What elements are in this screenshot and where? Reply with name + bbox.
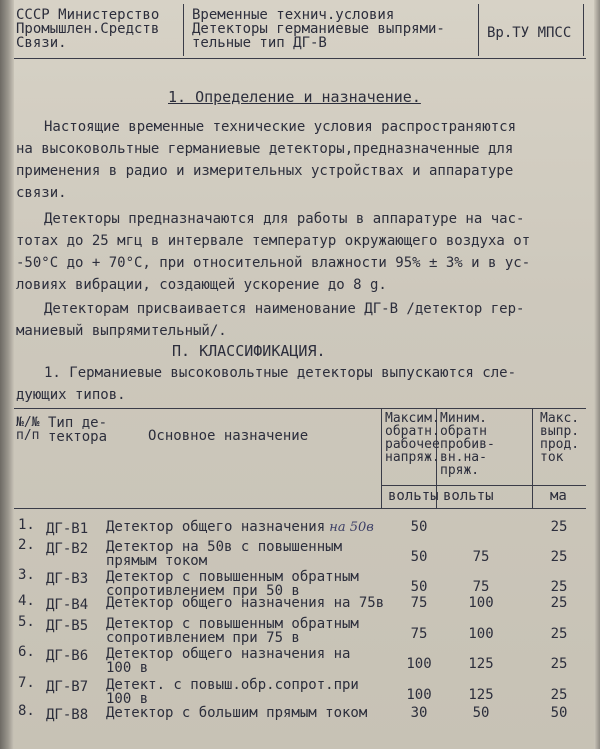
unit-volts: вольты (388, 488, 439, 504)
header-line: тектора (48, 429, 108, 445)
table-header-rule (14, 508, 586, 509)
purpose-line: прямым током (106, 553, 208, 569)
column-header-min-reverse (440, 412, 495, 477)
text-line: маниевый выпрямительный/. (16, 323, 227, 339)
max-reverse-voltage: 100 (406, 687, 432, 703)
max-forward-current: 25 (550, 519, 568, 535)
detector-purpose (106, 678, 359, 706)
text-line: Детекторы предназначаются для работы в аппаратуре на час- (44, 211, 525, 227)
header-line: прод. (540, 437, 580, 452)
text-line: Настоящие временные технические условия распространяются (44, 119, 517, 135)
purpose-line: сопротивлением при 75 в (106, 630, 300, 646)
purpose-line: Детектор с повышенным обратным (106, 569, 359, 585)
max-forward-current: 25 (550, 549, 568, 565)
max-forward-current: 50 (550, 705, 568, 721)
text-line: тотах до 25 мгц в интервале температур окружающего воздуха от (16, 233, 531, 249)
column-header-max-reverse (385, 412, 440, 464)
detector-type: ДГ-В7 (46, 679, 89, 695)
purpose-line: Детектор общего назначения на 75в (106, 595, 385, 611)
purpose-line: Детектор с большим прямым током (106, 705, 368, 721)
detector-purpose (106, 520, 374, 535)
header-line: №/№ (16, 415, 40, 430)
text-line: дующих типов. (16, 387, 126, 403)
handwritten-note: на 50в (325, 520, 374, 535)
detector-type: ДГ-В8 (46, 707, 89, 723)
text-line: применения в радио и измерительных устройствах и аппаратуре (16, 163, 514, 179)
max-forward-current: 25 (550, 595, 568, 611)
purpose-line: Детектор общего назначения на (106, 646, 351, 662)
page-edge (594, 0, 600, 749)
org-line: Промышлен.Средств (16, 21, 160, 37)
text-line: Детекторам присваивается наименование ДГ-В /детектор гер- (44, 301, 525, 317)
column-header-number (16, 416, 39, 442)
paragraph-2 (16, 208, 530, 296)
detector-purpose (106, 647, 350, 675)
header-line: Макс. (540, 411, 580, 426)
header-divider (583, 4, 584, 56)
max-reverse-voltage: 30 (410, 705, 428, 721)
purpose-line: Детектор общего назначения на 50в (106, 519, 374, 535)
header-line: п/п (16, 428, 40, 443)
document-code: Вр.ТУ МПСС (487, 25, 572, 41)
detector-type: ДГ-В1 (46, 521, 89, 537)
purpose-line: 100 в (106, 660, 149, 676)
title-line: Временные технич.условия (192, 7, 395, 23)
header-line: Миним. (440, 411, 487, 426)
max-forward-current: 25 (550, 656, 568, 672)
header-line: Тип де- (48, 415, 108, 431)
title-line: Детекторы германиевые выпрями- (192, 21, 445, 37)
text-line: связи. (16, 185, 67, 201)
section-1-heading: 1. Определение и назначение. (168, 88, 421, 106)
min-breakdown-voltage: 75 (472, 579, 490, 595)
paragraph-1 (16, 116, 516, 204)
purpose-line: Детектор на 50в с повышенным (106, 539, 343, 555)
unit-volts: вольты (443, 488, 494, 504)
text-line: ловиях вибрации, создающей ускорение до 8 g. (16, 277, 387, 293)
detector-purpose (106, 570, 359, 598)
max-reverse-voltage: 100 (406, 656, 432, 672)
header-line: выпр. (540, 424, 580, 439)
header-line: напряж. (385, 450, 440, 465)
units-top-rule (381, 485, 586, 486)
detector-purpose (106, 540, 342, 568)
paragraph-3 (16, 298, 524, 342)
text-line: 1. Германиевые высоковольтные детекторы выпускаются сле- (44, 365, 517, 381)
max-reverse-voltage: 75 (410, 626, 428, 642)
row-number: 8. (18, 703, 35, 719)
table-top-rule (14, 408, 586, 409)
min-breakdown-voltage: 125 (468, 687, 494, 703)
row-number: 5. (18, 614, 35, 630)
table-column-divider (532, 408, 533, 508)
table-column-divider (381, 408, 382, 508)
column-header-purpose: Основное назначение (148, 428, 309, 444)
detector-purpose (106, 617, 359, 645)
header-line: обратн (440, 424, 487, 439)
max-reverse-voltage: 50 (410, 549, 428, 565)
binding-edge (0, 0, 14, 749)
detector-type: ДГ-В4 (46, 597, 89, 613)
header-title (192, 8, 445, 50)
min-breakdown-voltage: 75 (472, 549, 490, 565)
purpose-line: сопротивлением при 50 в (106, 583, 300, 599)
min-breakdown-voltage: 125 (468, 656, 494, 672)
detector-type: ДГ-В5 (46, 618, 89, 634)
text-line: на высоковольтные германиевые детекторы,предназначенные для (16, 141, 514, 157)
header-line: пробив- (440, 437, 495, 452)
header-line: вн.на- (440, 450, 487, 465)
min-breakdown-voltage: 100 (468, 626, 494, 642)
header-rule (14, 58, 586, 59)
row-number: 7. (18, 675, 35, 691)
header-divider (183, 4, 184, 56)
purpose-line: Детектор с повышенным обратным (106, 616, 359, 632)
org-line: СССР Министерство (16, 7, 160, 23)
detector-type: ДГ-В3 (46, 571, 89, 587)
section-2-intro (16, 362, 516, 406)
section-2-heading: П. КЛАССИФИКАЦИЯ. (172, 342, 326, 360)
column-header-max-current (540, 412, 579, 464)
detector-purpose (106, 706, 367, 720)
max-forward-current: 25 (550, 626, 568, 642)
column-header-type (48, 416, 107, 444)
row-number: 4. (18, 593, 35, 609)
max-reverse-voltage: 50 (410, 519, 428, 535)
row-number: 3. (18, 567, 35, 583)
max-reverse-voltage: 75 (410, 595, 428, 611)
header-line: обратн. (385, 424, 440, 439)
org-line: Связи. (16, 35, 67, 51)
row-number: 2. (18, 537, 35, 553)
max-forward-current: 25 (550, 579, 568, 595)
header-line: пряж. (440, 463, 480, 478)
detector-purpose (106, 596, 384, 610)
header-divider (478, 4, 479, 56)
header-line: рабочее (385, 437, 440, 452)
detector-type: ДГ-В6 (46, 648, 89, 664)
min-breakdown-voltage: 100 (468, 595, 494, 611)
text-line: -50°С до + 70°С, при относительной влажности 95% ± 3% и в ус- (16, 255, 531, 271)
row-number: 1. (18, 517, 35, 533)
max-forward-current: 25 (550, 687, 568, 703)
max-reverse-voltage: 50 (410, 579, 428, 595)
min-breakdown-voltage: 50 (472, 705, 490, 721)
header-organization (16, 8, 159, 50)
header-line: ток (540, 450, 564, 465)
purpose-line: Детект. с повыш.обр.сопрот.при (106, 677, 359, 693)
header-line: Максим. (385, 411, 440, 426)
title-line: тельные тип ДГ-В (192, 35, 327, 51)
row-number: 6. (18, 644, 35, 660)
purpose-line: 100 в (106, 691, 149, 707)
unit-milliamps: ма (550, 488, 567, 504)
detector-type: ДГ-В2 (46, 541, 89, 557)
